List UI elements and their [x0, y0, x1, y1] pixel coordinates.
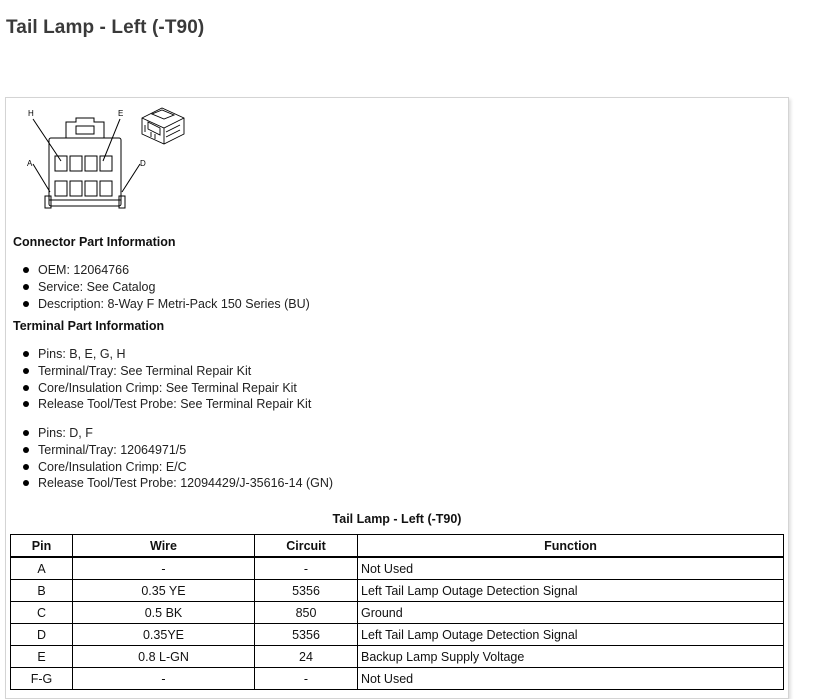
cell-circuit: 5356 [255, 580, 358, 602]
cell-pin: A [11, 557, 73, 580]
cell-circuit: 5356 [255, 624, 358, 646]
document-panel [5, 97, 789, 699]
page-title: Tail Lamp - Left (-T90) [6, 17, 205, 38]
callout-d: D [140, 159, 146, 168]
list-item: Release Tool/Test Probe: See Terminal Repair Kit [23, 396, 311, 413]
callout-e: E [118, 109, 124, 118]
list-item: Pins: B, E, G, H [23, 346, 311, 363]
cell-circuit: - [255, 557, 358, 580]
cell-wire: 0.35 YE [73, 580, 255, 602]
cell-wire: 0.35YE [73, 624, 255, 646]
connector-part-info-list [23, 262, 310, 312]
connector-diagram [24, 104, 204, 219]
table-row [11, 580, 784, 602]
list-item: OEM: 12064766 [23, 262, 310, 279]
terminal-part-info-heading: Terminal Part Information [13, 319, 165, 333]
cell-pin: B [11, 580, 73, 602]
cell-circuit: 24 [255, 646, 358, 668]
terminal-part-info-list-2 [23, 425, 333, 492]
table-row [11, 668, 784, 690]
cell-function: Left Tail Lamp Outage Detection Signal [358, 624, 784, 646]
cell-circuit: 850 [255, 602, 358, 624]
cell-function: Ground [358, 602, 784, 624]
cell-wire: 0.5 BK [73, 602, 255, 624]
pinout-table [10, 534, 784, 690]
cell-pin: C [11, 602, 73, 624]
list-item: Service: See Catalog [23, 279, 310, 296]
cell-function: Backup Lamp Supply Voltage [358, 646, 784, 668]
cell-pin: D [11, 624, 73, 646]
col-header-function: Function [358, 535, 784, 558]
connector-part-info-heading: Connector Part Information [13, 235, 176, 249]
col-header-pin: Pin [11, 535, 73, 558]
callout-h: H [28, 109, 34, 118]
col-header-wire: Wire [73, 535, 255, 558]
cell-pin: F-G [11, 668, 73, 690]
cell-function: Not Used [358, 557, 784, 580]
table-row [11, 624, 784, 646]
terminal-part-info-list-1 [23, 346, 311, 413]
cell-pin: E [11, 646, 73, 668]
table-caption: Tail Lamp - Left (-T90) [332, 512, 462, 526]
list-item: Core/Insulation Crimp: See Terminal Repair Kit [23, 380, 311, 397]
table-header-row [11, 535, 784, 558]
cell-function: Not Used [358, 668, 784, 690]
cell-wire: - [73, 557, 255, 580]
list-item: Description: 8-Way F Metri-Pack 150 Series (BU) [23, 296, 310, 313]
callout-a: A [27, 159, 33, 168]
table-row [11, 646, 784, 668]
list-item: Pins: D, F [23, 425, 333, 442]
list-item: Terminal/Tray: 12064971/5 [23, 442, 333, 459]
table-row [11, 602, 784, 624]
cell-circuit: - [255, 668, 358, 690]
col-header-circuit: Circuit [255, 535, 358, 558]
cell-wire: 0.8 L-GN [73, 646, 255, 668]
table-row [11, 557, 784, 580]
list-item: Terminal/Tray: See Terminal Repair Kit [23, 363, 311, 380]
cell-wire: - [73, 668, 255, 690]
list-item: Release Tool/Test Probe: 12094429/J-35616-14 (GN) [23, 475, 333, 492]
list-item: Core/Insulation Crimp: E/C [23, 459, 333, 476]
cell-function: Left Tail Lamp Outage Detection Signal [358, 580, 784, 602]
